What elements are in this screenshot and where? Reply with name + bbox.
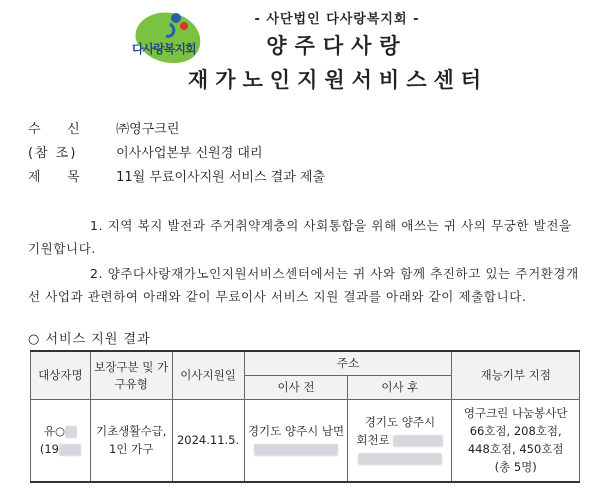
cell-date: 2024.11.5.	[172, 400, 244, 482]
header-donation: 재능기부 지점	[452, 351, 580, 400]
header-after: 이사 후	[348, 376, 452, 400]
header-address: 주소	[244, 351, 452, 376]
donation-line3: 448호점, 450호점	[467, 442, 564, 457]
before-address-text: 경기도 양주시 남면	[247, 424, 345, 439]
logo-graphic-icon	[126, 6, 212, 68]
cell-donation-branch	[452, 400, 580, 482]
header-target: 대상자명	[31, 351, 91, 400]
cell-before-address	[244, 400, 348, 482]
redacted-block	[59, 444, 81, 456]
redacted-block	[65, 426, 77, 438]
subject-value: 11월 무료이사지원 서비스 결과 제출	[116, 170, 326, 185]
donation-line2: 66호점, 208호점,	[469, 424, 562, 439]
subject-label: 제 목	[28, 170, 82, 185]
service-result-table	[30, 350, 580, 483]
recipient-value: ㈜영구크린	[116, 122, 180, 137]
donation-line4: (총 5명)	[494, 460, 537, 475]
birth-prefix: (19	[39, 442, 59, 457]
header-date: 이사지원일	[172, 351, 244, 400]
body-paragraph-2: 2. 양주다사랑재가노인지원서비스센터에서는 귀 사와 함께 추진하고 있는 주거환경개선 사업과 관련하여 아래와 같이 무료이사 서비스 지원 결과를 아래와 같이 제출합니다.	[28, 266, 579, 304]
redacted-block	[358, 453, 442, 465]
table-row	[31, 400, 580, 482]
reference-value: 이사사업본부 신원경 대리	[116, 146, 263, 161]
redacted-block	[393, 435, 443, 447]
header-before: 이사 전	[244, 376, 348, 400]
organization-logo	[126, 6, 212, 68]
after-address-line1: 경기도 양주시	[364, 415, 436, 430]
organization-subtitle: - 사단법인 다사랑복지회 -	[254, 12, 420, 27]
section-title: ○ 서비스 지원 결과	[28, 332, 151, 347]
body-paragraph-1: 1. 지역 복지 발전과 주거취약계층의 사회통합을 위해 애쓰는 귀 사의 무궁한 발전을 기원합니다.	[28, 218, 572, 256]
organization-name: 양주다사랑	[266, 34, 408, 58]
reference-label: (참 조)	[28, 146, 78, 161]
table-header-row	[31, 351, 580, 376]
reference-row	[28, 142, 263, 161]
cell-after-address	[348, 400, 452, 482]
logo-text: 다사랑복지회	[132, 42, 196, 56]
subject-row	[28, 166, 325, 185]
after-address-line2: 회천로	[356, 433, 390, 448]
recipient-row	[28, 118, 179, 137]
name-value: 유○	[43, 424, 65, 439]
header-category: 보장구분 및 가구유형	[90, 351, 172, 400]
recipient-label: 수 신	[28, 122, 82, 137]
donation-line1: 영구크린 나눔봉사단	[463, 406, 568, 421]
cell-name	[31, 400, 91, 482]
cell-category: 기초생활수급, 1인 가구	[90, 400, 172, 482]
redacted-block	[254, 444, 338, 456]
center-name: 재가노인지원서비스센터	[187, 68, 489, 92]
